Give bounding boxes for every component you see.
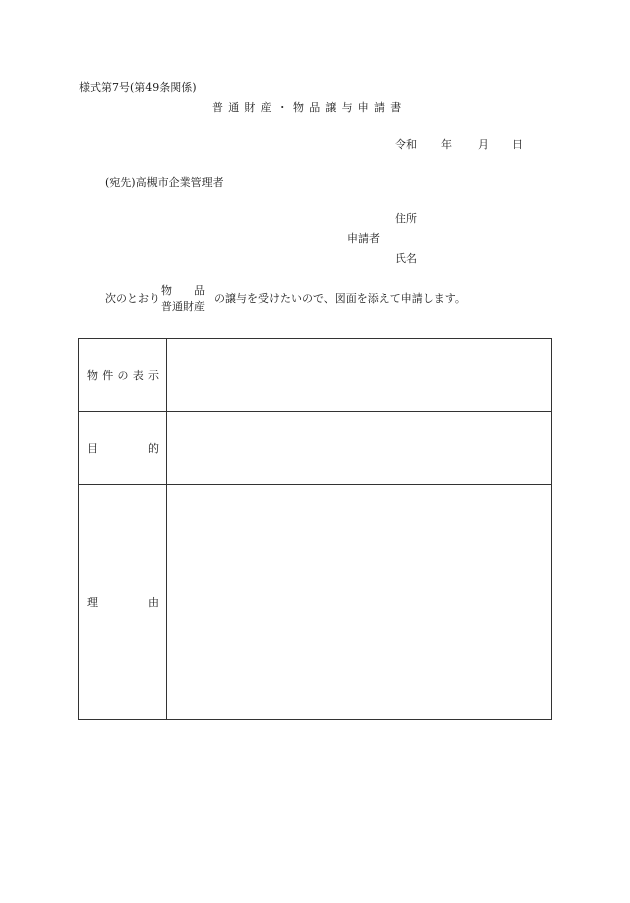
date-month-label: 月 (478, 138, 489, 151)
statement-option-goods (161, 285, 205, 296)
label-char: 目 (87, 442, 98, 455)
label-char: の (117, 369, 129, 382)
table-row (79, 412, 552, 485)
document-title: 普通財産・物品譲与申請書 (212, 101, 407, 114)
table-row (79, 485, 552, 720)
table-row (79, 339, 552, 412)
application-table (78, 338, 552, 720)
label-char: 理 (87, 596, 98, 609)
name-label: 氏名 (395, 252, 417, 265)
label-char: 示 (148, 369, 159, 382)
label-char: 的 (148, 442, 159, 455)
option-goods-char-2: 品 (194, 284, 205, 297)
label-char: 物 (87, 369, 98, 382)
address-label: 住所 (395, 212, 417, 225)
form-number: 様式第7号(第49条関係) (79, 81, 197, 94)
statement-suffix: の譲与を受けたいので、図面を添えて申請します。 (214, 292, 466, 305)
property-description-field[interactable] (167, 339, 552, 412)
label-char: 表 (132, 369, 144, 382)
date-era: 令和 (395, 138, 417, 151)
date-year-label: 年 (441, 138, 452, 151)
property-description-label (79, 339, 167, 412)
label-char: 件 (102, 369, 114, 382)
addressee: (宛先)高槻市企業管理者 (105, 176, 224, 189)
reason-label (79, 485, 167, 720)
purpose-label (79, 412, 167, 485)
label-char: 由 (148, 596, 159, 609)
statement-prefix: 次のとおり (105, 292, 160, 305)
purpose-field[interactable] (167, 412, 552, 485)
statement-option-property: 普通財産 (161, 300, 205, 313)
reason-field[interactable] (167, 485, 552, 720)
applicant-label: 申請者 (347, 232, 380, 245)
option-goods-char-1: 物 (161, 284, 172, 297)
date-day-label: 日 (512, 138, 523, 151)
